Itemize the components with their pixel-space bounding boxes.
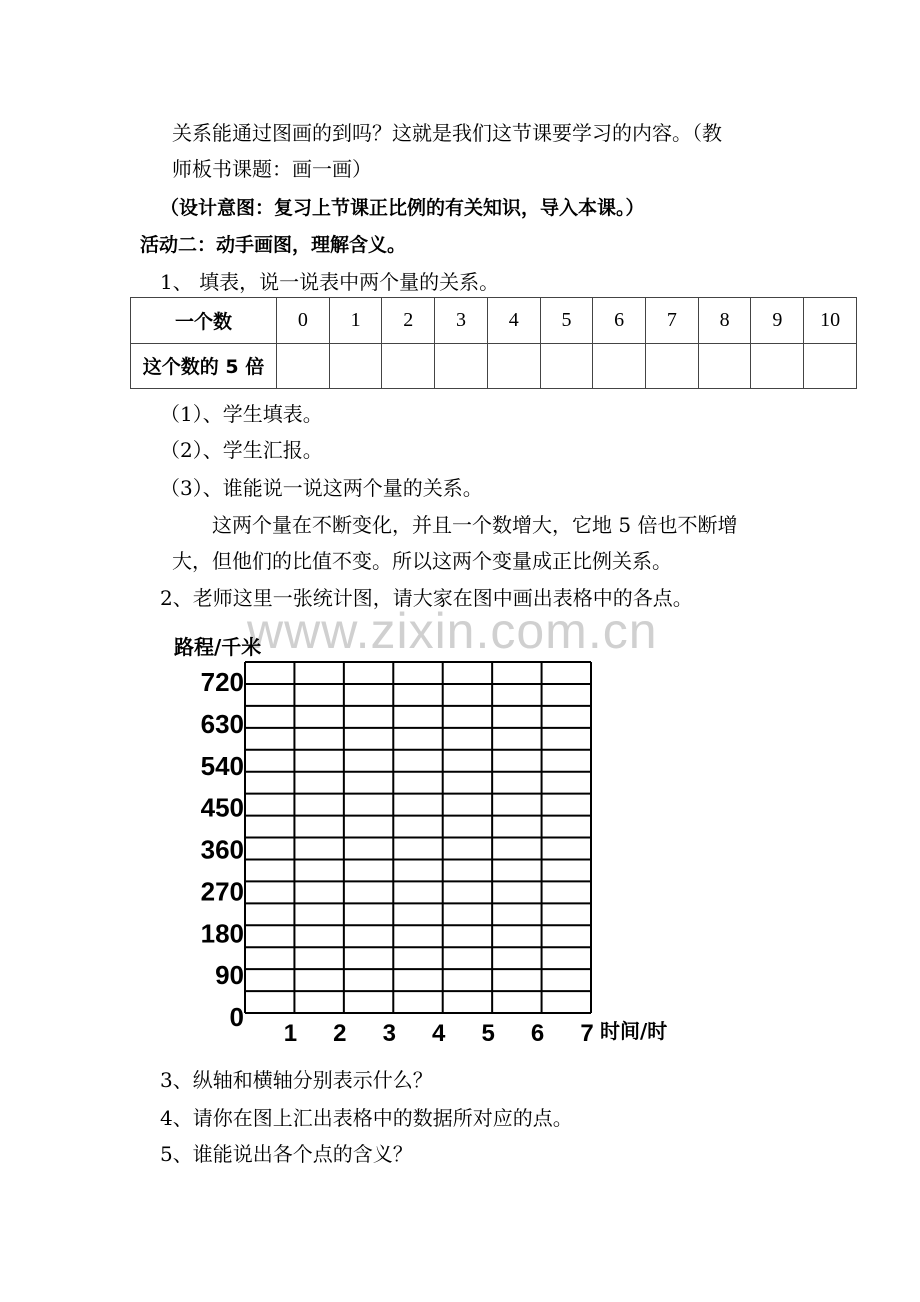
blank-cell[interactable] [698, 343, 751, 389]
table-cell: 8 [698, 298, 751, 344]
x-tick-label: 5 [481, 1020, 495, 1047]
table-row [131, 343, 857, 389]
y-tick-label: 540 [200, 750, 244, 781]
sub-step-2: （2）、学生汇报。 [160, 438, 323, 462]
table-cell: 9 [751, 298, 804, 344]
step-3: 3、纵轴和横轴分别表示什么？ [160, 1068, 433, 1092]
explanation-line-1: 这两个量在不断变化，并且一个数增大，它地 5 倍也不断增 [212, 513, 738, 537]
x-axis-title: 时间/时 [600, 1019, 668, 1043]
table-cell: 5 [540, 298, 593, 344]
sub-step-1: （1）、学生填表。 [160, 402, 323, 426]
y-tick-label: 720 [200, 667, 244, 697]
intro-line-2: 师板书课题：画一画） [172, 157, 372, 181]
blank-cell[interactable] [329, 343, 382, 389]
x-tick-label: 3 [382, 1020, 396, 1047]
watermark: www.zixin.com.cn [247, 603, 658, 659]
x-tick-label: 6 [530, 1020, 545, 1047]
blank-cell[interactable] [751, 343, 804, 389]
step-2: 2、老师这里一张统计图，请大家在图中画出表格中的各点。 [160, 586, 693, 610]
step-4: 4、请你在图上汇出表格中的数据所对应的点。 [160, 1106, 573, 1130]
table-cell: 7 [646, 298, 699, 344]
activity-2-heading: 活动二：动手画图，理解含义。 [140, 234, 407, 256]
step-5: 5、谁能说出各个点的含义？ [160, 1142, 413, 1166]
y-tick-label: 270 [200, 876, 244, 907]
table-cell: 1 [329, 298, 382, 344]
x-tick-label: 2 [333, 1020, 347, 1047]
y-tick-labels [201, 667, 244, 1032]
sub-step-3: （3）、谁能说一说这两个量的关系。 [160, 476, 483, 500]
table-cell: 2 [382, 298, 435, 344]
x-tick-labels [284, 1020, 594, 1047]
y-tick-label: 90 [215, 960, 244, 991]
x-tick-label: 1 [283, 1020, 298, 1047]
row-header-five-times: 这个数的 5 倍 [131, 343, 277, 389]
number-table [130, 297, 857, 389]
y-axis-title: 路程/千米 [174, 635, 262, 659]
design-intent: （设计意图：复习上节课正比例的有关知识，导入本课。） [160, 197, 645, 219]
blank-cell[interactable] [277, 343, 330, 389]
x-tick-label: 7 [580, 1020, 594, 1047]
blank-cell[interactable] [382, 343, 435, 389]
blank-cell[interactable] [487, 343, 540, 389]
row-header-number: 一个数 [131, 298, 277, 344]
y-tick-label: 450 [200, 792, 244, 823]
blank-cell[interactable] [540, 343, 593, 389]
table-cell: 0 [277, 298, 330, 344]
y-tick-label: 360 [200, 834, 244, 865]
distance-time-grid-chart [160, 625, 700, 1050]
x-tick-label: 4 [432, 1020, 446, 1047]
blank-cell[interactable] [804, 343, 857, 389]
explanation-line-2: 大，但他们的比值不变。所以这两个变量成正比例关系。 [172, 549, 672, 573]
y-tick-label: 0 [229, 1002, 244, 1032]
blank-cell[interactable] [435, 343, 488, 389]
y-tick-label: 630 [200, 708, 244, 739]
blank-cell[interactable] [646, 343, 699, 389]
table-cell: 6 [593, 298, 646, 344]
table-cell: 3 [435, 298, 488, 344]
intro-line-1: 关系能通过图画的到吗？这就是我们这节课要学习的内容。（教 [172, 121, 722, 145]
blank-cell[interactable] [593, 343, 646, 389]
table-cell: 10 [804, 298, 857, 344]
table-row [131, 298, 857, 344]
table-cell: 4 [487, 298, 540, 344]
step-1: 1、 填表，说一说表中两个量的关系。 [160, 270, 500, 294]
y-tick-label: 180 [200, 918, 244, 949]
chart-grid [245, 662, 591, 1013]
